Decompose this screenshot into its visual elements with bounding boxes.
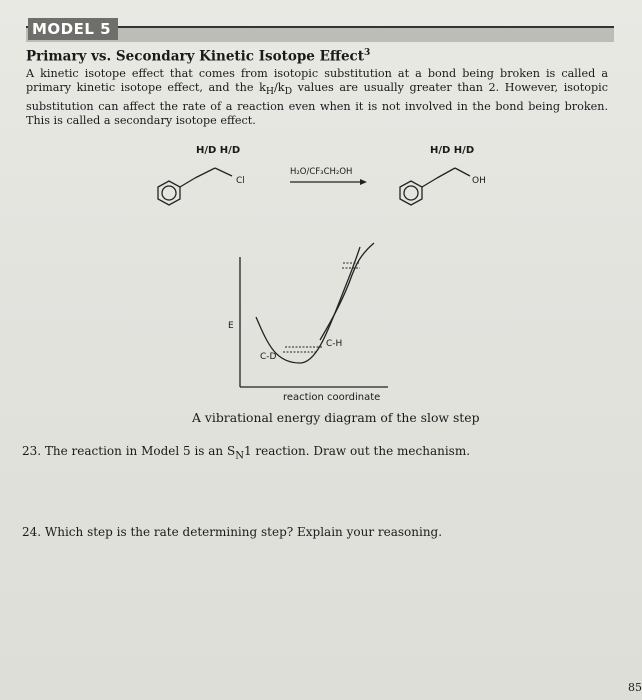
left-leaving-group: Cl (236, 176, 245, 186)
crossing-curve (320, 243, 374, 340)
paragraph-part-2: values are usually greater than 2. However, isotopic substitution can affect the rate of a reaction even when it is not involved in the bond being broken. This is called a secondary isotope effect. (26, 81, 608, 127)
intro-paragraph (26, 67, 608, 128)
k-h-subscript: H (265, 86, 274, 98)
reaction-conditions: H₂O/CF₃CH₂OH (290, 167, 353, 177)
question-24: 24. Which step is the rate determining step? Explain your reasoning. (22, 525, 443, 539)
right-product-group: OH (472, 176, 486, 186)
paragraph-slash: /k (274, 81, 285, 95)
reference-superscript: 3 (364, 48, 371, 58)
question-23 (22, 444, 470, 461)
left-hd-label: H/D H/D (196, 145, 241, 156)
y-axis-label: E (228, 321, 234, 331)
left-benzene-ring (158, 168, 232, 205)
right-benzene-ring (400, 168, 470, 205)
cd-label: C-D (260, 352, 277, 362)
right-hd-label: H/D H/D (430, 145, 475, 156)
ch-label: C-H (326, 339, 343, 349)
potential-well-curve (256, 247, 360, 363)
paragraph-part-1: A kinetic isotope effect that comes from isotopic substitution at a bond being broken is called a primary kinetic isotope effect, and the k (26, 67, 608, 95)
reaction-arrowhead (360, 179, 367, 185)
x-axis-title: reaction coordinate (283, 392, 381, 403)
diagram-caption: A vibrational energy diagram of the slow step (192, 410, 480, 425)
model-label: MODEL 5 (28, 18, 118, 40)
section-title-text: Primary vs. Secondary Kinetic Isotope Effect (26, 48, 365, 65)
question-23-part-1: 23. The reaction in Model 5 is an S (22, 444, 236, 458)
section-title (26, 48, 370, 65)
k-d-subscript: D (284, 86, 293, 98)
question-23-part-2: 1 reaction. Draw out the mechanism. (243, 444, 471, 458)
page-number: 85 (628, 681, 642, 694)
sn-subscript: N (235, 450, 244, 462)
energy-diagram (0, 235, 642, 405)
